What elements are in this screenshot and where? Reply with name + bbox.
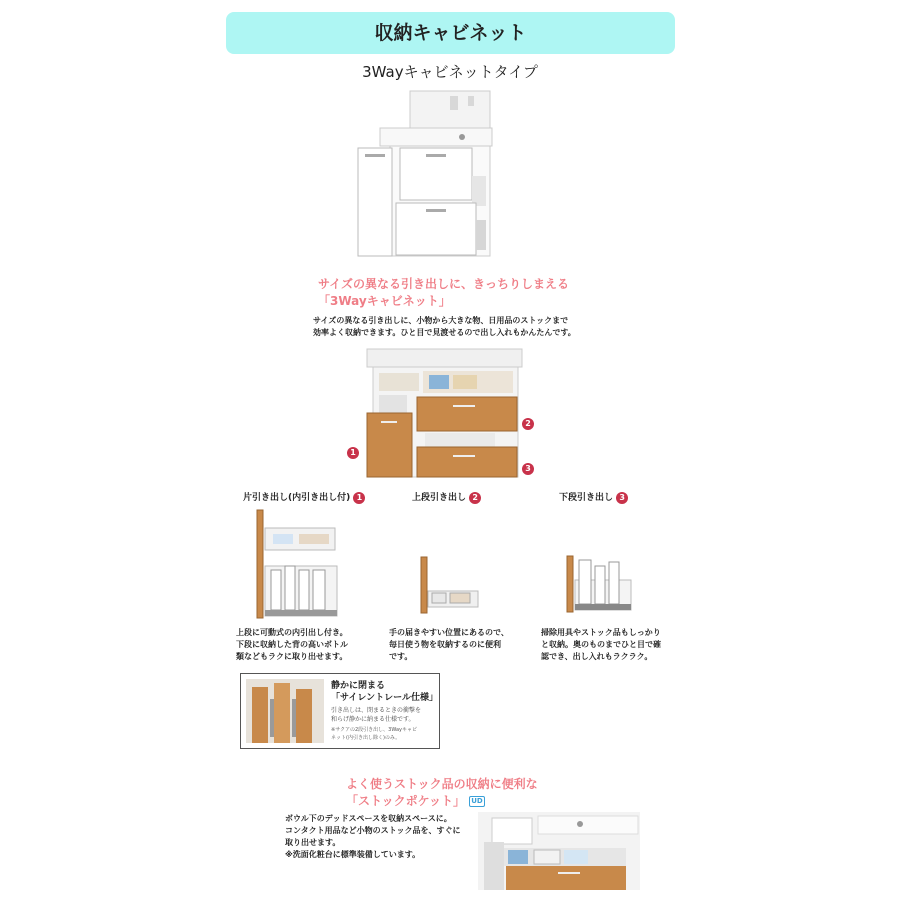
column-1-title: 片引き出し(内引き出し付): [243, 493, 351, 503]
silent-rail-body-line1: 引き出しは、閉まるときの衝撃を: [331, 707, 422, 714]
lower-drawer-image: [565, 552, 635, 616]
silent-rail-body-line2: 和らげ静かに納まる仕様です。: [331, 716, 415, 723]
column-2-text-line2: 毎日使う物を収納するのに便利: [389, 640, 501, 649]
page-subtitle: 3Wayキャビネットタイプ: [362, 63, 538, 81]
column-3-text-line2: と収納。奥のものまでひと目で確: [541, 640, 661, 649]
silent-rail-note-line1: ※サクアの2段引き出し、3Wayキャビ: [331, 727, 418, 733]
section1-body-line1: サイズの異なる引き出しに、小物から大きな物、日用品のストックまで: [313, 316, 569, 325]
column-2-text-line3: です。: [389, 652, 413, 661]
column-3-title: 下段引き出し: [559, 493, 614, 503]
column-3-title-row: [559, 490, 628, 504]
side-drawer-image: [255, 508, 340, 620]
three-way-cabinet-image: [345, 345, 545, 480]
section2-body-line2: コンタクト用品など小物のストック品を、すぐに: [285, 826, 461, 835]
silent-rail-image: [246, 679, 324, 743]
section2-body-line4: ※洗面化粧台に標準装備しています。: [285, 850, 421, 859]
section2-heading-line2: 「ストックポケット」: [346, 794, 466, 808]
silent-rail-note-line2: ネット(内引き出し除く)のみ。: [331, 735, 401, 741]
section1-heading-line1: サイズの異なる引き出しに、きっちりしまえる: [318, 277, 570, 291]
column-1-badge: 1: [353, 492, 365, 504]
column-1-title-row: [243, 490, 365, 504]
column-2-title: 上段引き出し: [412, 493, 467, 503]
silent-rail-title-line1: 静かに閉まる: [331, 681, 386, 691]
vanity-cabinet-image: [350, 88, 500, 258]
column-3-text-line3: 認でき、出し入れもラクラク。: [541, 652, 653, 661]
marker-2: 2: [522, 418, 534, 430]
ud-badge: UD: [471, 797, 483, 805]
section1-heading-line2: 「3Wayキャビネット」: [318, 294, 451, 308]
column-3-badge: 3: [616, 492, 628, 504]
column-2-title-row: [412, 490, 481, 504]
marker-1: 1: [347, 447, 359, 459]
column-2-text-line1: 手の届きやすい位置にあるので、: [389, 628, 509, 637]
section2-heading-line1: よく使うストック品の収納に便利な: [346, 777, 538, 791]
stock-pocket-image: [478, 812, 640, 890]
column-3-text-line1: 掃除用具やストック品もしっかり: [541, 628, 661, 637]
upper-drawer-image: [418, 555, 483, 615]
section2-body-line1: ボウル下のデッドスペースを収納スペースに。: [285, 814, 452, 823]
silent-rail-title-line2: 「サイレントレール仕様」: [331, 693, 438, 703]
page-title: 収納キャビネット: [374, 22, 527, 44]
column-1-text-line2: 下段に収納した背の高いボトル: [236, 640, 348, 649]
section1-body-line2: 効率よく収納できます。ひと目で見渡せるので出し入れもかんたんです。: [313, 328, 576, 337]
column-1-text-line1: 上段に可動式の内引出し付き。: [236, 628, 348, 637]
section2-body-line3: 取り出せます。: [285, 838, 341, 847]
marker-3: 3: [522, 463, 534, 475]
column-2-badge: 2: [469, 492, 481, 504]
column-1-text-line3: 類などもラクに取り出せます。: [236, 652, 348, 661]
